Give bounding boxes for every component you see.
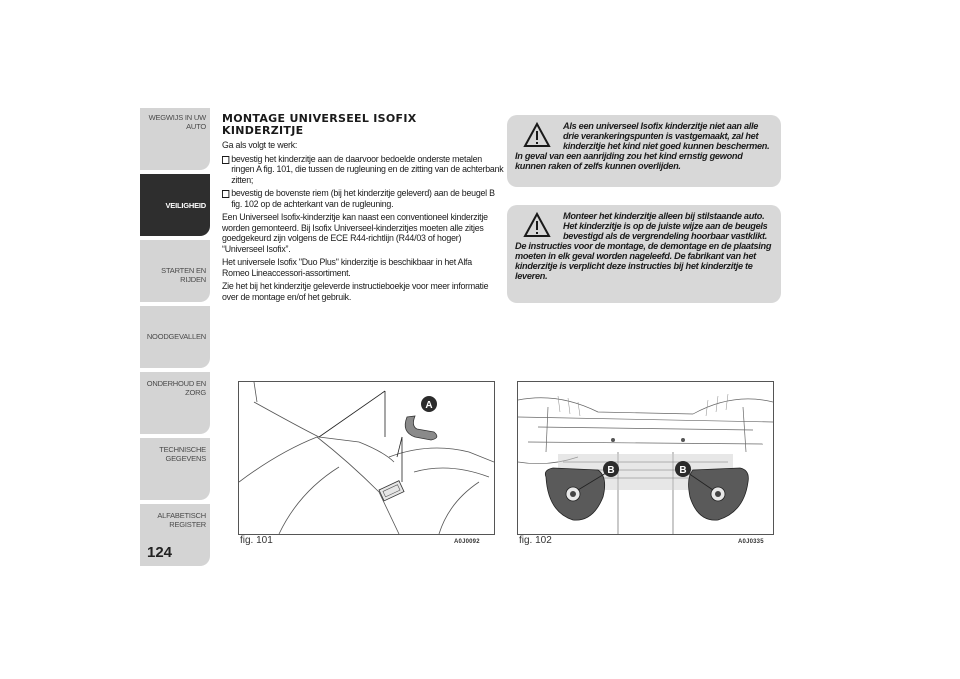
tab-noodgevallen[interactable]: [140, 306, 210, 368]
figure-caption: fig. 102: [519, 535, 552, 546]
paragraph: Een Universeel Isofix-kinderzitje kan naast een conventioneel kinderzitje worden gemonteerd. Bij Isofix Universeel-kinderzitjes moeten alle zitjes goedgekeurd zijn volgens de ECE R44-richtlijn (R44/03 of hoger) “Universeel Isofix”.: [222, 212, 488, 255]
section-heading: [222, 113, 497, 137]
tab-label: ONDERHOUD EN ZORG: [146, 379, 206, 397]
tab-label: TECHNISCHE GEGEVENS: [159, 445, 206, 463]
tab-label: NOODGEVALLEN: [146, 332, 206, 341]
tab-label: STARTEN EN RIJDEN: [161, 266, 206, 284]
figure-caption: fig. 101: [240, 535, 273, 546]
figure-code: A0J0335: [738, 539, 764, 545]
bullet-text: bevestig het kinderzitje aan de daarvoor bedoelde onderste metalen ringen A fig. 101, die tussen de rugleuning en de zitting van de achterbank zitten;: [231, 153, 504, 186]
figure-code: A0J0092: [454, 539, 480, 545]
bullet-item: [222, 155, 507, 187]
page-number: 124: [147, 544, 173, 561]
warning-box: [507, 205, 781, 303]
marker-b-label: B: [607, 465, 615, 476]
bullet-item: [222, 189, 507, 210]
tab-label: ALFABETISCH REGISTER: [157, 511, 206, 529]
tab-wegwijs[interactable]: [140, 108, 210, 170]
intro-text: Ga als volgt te werk:: [222, 140, 298, 151]
tab-label: WEGWIJS IN UW AUTO: [148, 113, 206, 131]
marker-b-label: B: [679, 465, 687, 476]
main-text: [222, 112, 504, 306]
top-tether-anchor-illustration: [518, 382, 773, 534]
warning-text: Monteer het kinderzitje alleen bij stilstaande auto. Het kinderzitje is op de juiste wijze aan de beugels bevestigd als de vergrendeling hoorbaar vastklikt. De instructies voor de montage, de demontage en de plaatsing moeten in elk geval worden nageleefd. De fabrikant van het kinderzitje is verplicht deze instructies bij het kinderzitje te leveren.: [515, 211, 772, 281]
warning-text: Als een universeel Isofix kinderzitje niet aan alle drie verankeringspunten is vastgemaakt, zal het kinderzitje het kind niet goed kunnen beschermen. In geval van een aanrijding zou het kind ernstig gewond kunnen raken of zelfs kunnen overlijden.: [515, 121, 770, 171]
figure-101: [238, 381, 495, 535]
tab-technische[interactable]: [140, 438, 210, 500]
checkbox-bullet-icon: [222, 156, 229, 164]
warning-triangle-icon: [515, 211, 559, 239]
bullet-text: bevestig de bovenste riem (bij het kinderzitje geleverd) aan de beugel B fig. 102 op de achterkant van de rugleuning.: [231, 188, 495, 210]
warning-box: [507, 115, 781, 187]
checkbox-bullet-icon: [222, 190, 229, 198]
tab-veiligheid[interactable]: [140, 174, 210, 236]
figure-102: [517, 381, 774, 535]
tab-onderhoud[interactable]: [140, 372, 210, 434]
isofix-ring-illustration: [239, 382, 494, 534]
tab-label: VEILIGHEID: [165, 201, 206, 210]
paragraph: Zie het bij het kinderzitje geleverde instructieboekje voor meer informatie over de montage en/of het gebruik.: [222, 281, 489, 303]
paragraph: Het universele Isofix "Duo Plus" kinderzitje is beschikbaar in het Alfa Romeo Lineaccessori-assortiment.: [222, 257, 472, 279]
tab-starten[interactable]: [140, 240, 210, 302]
heading-line: KINDERZITJE: [222, 124, 304, 137]
heading-line: MONTAGE UNIVERSEEL ISOFIX: [222, 112, 417, 125]
warning-triangle-icon: [515, 121, 559, 149]
marker-a-label: A: [425, 400, 433, 411]
